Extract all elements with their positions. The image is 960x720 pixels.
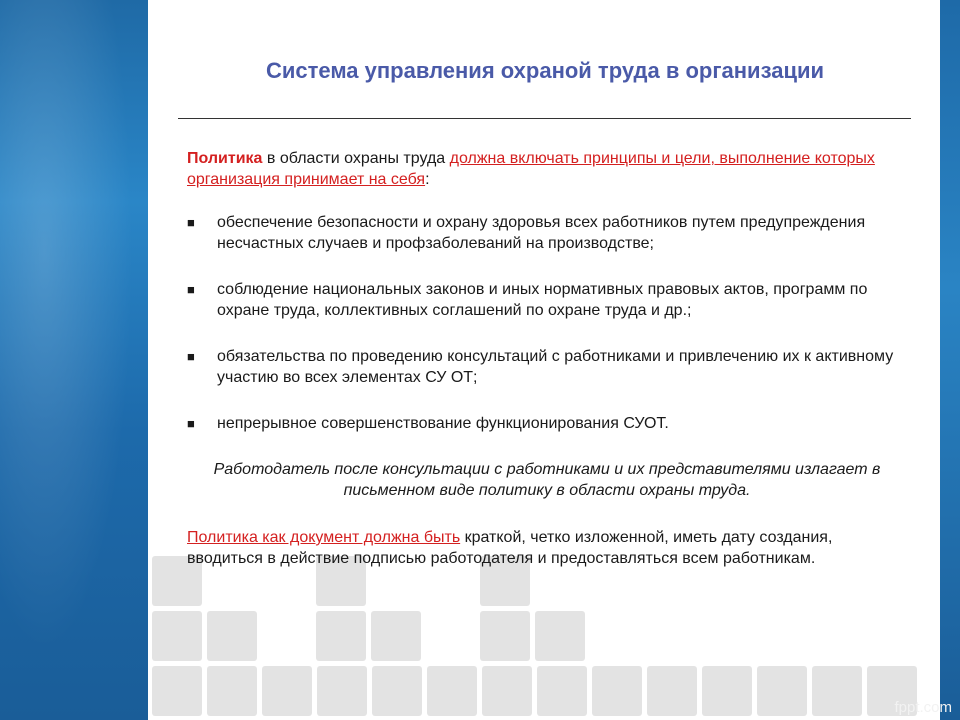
slide-title: Система управления охраной труда в организации xyxy=(265,58,825,83)
bullet-text: соблюдение национальных законов и иных нормативных правовых актов, программ по охране труда, коллективных соглашений по охране труда и др.; xyxy=(217,281,868,319)
bullet-square-icon: ■ xyxy=(187,416,195,431)
decor-tile xyxy=(427,666,477,716)
decor-tile xyxy=(207,666,257,716)
title-divider xyxy=(178,118,911,119)
decor-tile xyxy=(316,611,366,661)
decor-tile xyxy=(482,666,532,716)
intro-paragraph xyxy=(187,148,907,190)
decor-tile xyxy=(262,666,312,716)
bullet-text: обязательства по проведению консультаций с работниками и привлечению их к активному участию во всех элементах СУ ОТ; xyxy=(217,348,894,386)
intro-mid-text: в области охраны труда xyxy=(262,150,450,167)
decor-tile xyxy=(592,666,642,716)
decor-tile xyxy=(537,666,587,716)
decor-tile xyxy=(152,611,202,661)
left-blue-band xyxy=(0,0,148,720)
decor-tile xyxy=(372,666,422,716)
watermark-logo: fppt.com xyxy=(894,699,952,716)
bullet-square-icon: ■ xyxy=(187,349,195,364)
decor-tile xyxy=(535,611,585,661)
slide-content xyxy=(187,148,907,569)
decor-tile xyxy=(207,611,257,661)
document-paragraph xyxy=(187,527,907,569)
bullet-text: обеспечение безопасности и охрану здоровья всех работников путем предупреждения несчастных случаев и профзаболеваний на производстве; xyxy=(217,214,866,252)
bullet-item xyxy=(187,279,907,321)
decor-tile xyxy=(702,666,752,716)
decor-tile xyxy=(480,611,530,661)
decor-tile xyxy=(757,666,807,716)
bullet-square-icon: ■ xyxy=(187,215,195,230)
bullet-square-icon: ■ xyxy=(187,282,195,297)
bullet-item xyxy=(187,413,907,434)
intro-highlight: должна включать принципы и цели, выполнение которых организация принимает на себя xyxy=(187,150,875,188)
decor-tile xyxy=(647,666,697,716)
bullet-item xyxy=(187,346,907,388)
right-blue-band xyxy=(940,0,960,720)
bullet-item xyxy=(187,212,907,254)
decor-tile xyxy=(152,666,202,716)
bullet-text: непрерывное совершенствование функционирования СУОТ. xyxy=(217,415,669,432)
policy-term: Политика xyxy=(187,150,263,167)
document-highlight: Политика как документ должна быть xyxy=(187,529,461,546)
decor-tile xyxy=(812,666,862,716)
decor-tile xyxy=(317,666,367,716)
decor-tile xyxy=(371,611,421,661)
employer-note: Работодатель после консультации с работниками и их представителями излагает в письменном виде политику в области охраны труда. xyxy=(213,461,881,499)
intro-end: : xyxy=(425,171,430,188)
document-text: краткой, четко изложенной, иметь дату создания, вводиться в действие подписью работодателя и предоставляться всем работникам. xyxy=(187,529,833,567)
policy-bullet-list xyxy=(187,212,907,434)
